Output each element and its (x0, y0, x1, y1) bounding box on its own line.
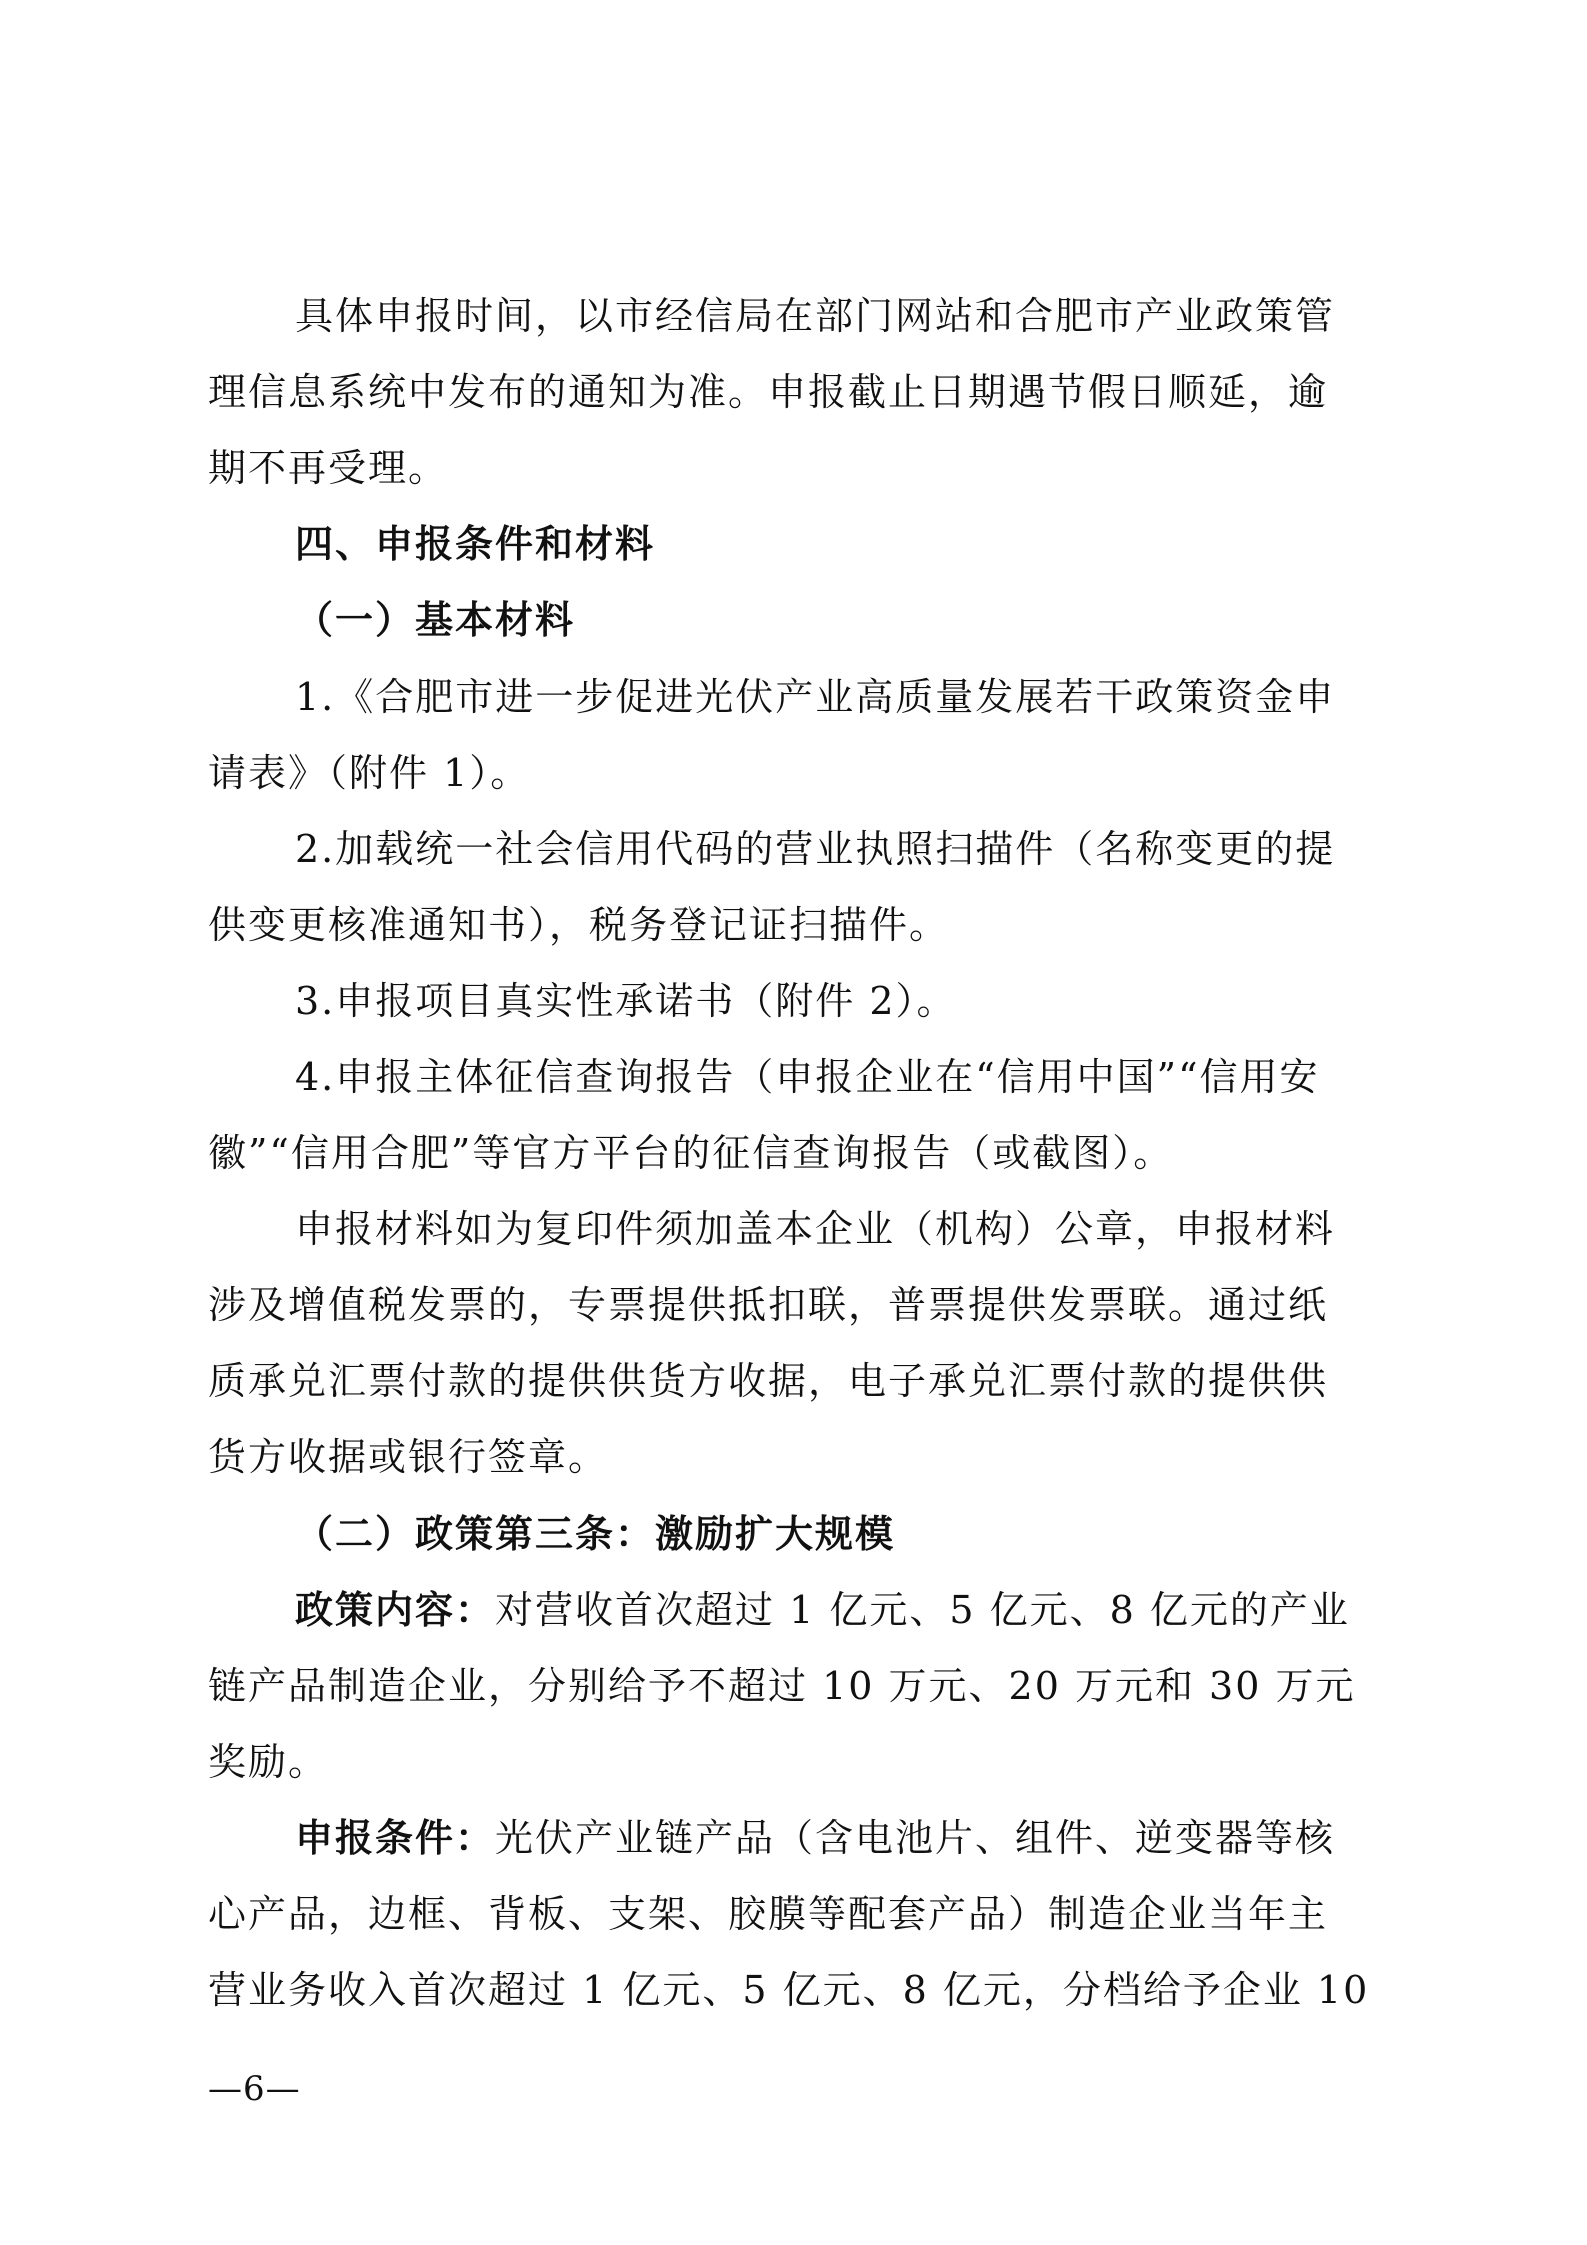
policy-content-text: 对营收首次超过 1 亿元、5 亿元、8 亿元的产业 (495, 1588, 1350, 1632)
paragraph-line: 请表》（附件 1）。 (208, 751, 531, 795)
application-conditions-text: 光伏产业链产品（含电池片、组件、逆变器等核 (495, 1816, 1336, 1860)
paragraph-line (295, 1815, 1336, 1860)
paragraph-line: 1.《合肥市进一步促进光伏产业高质量发展若干政策资金申 (295, 675, 1336, 719)
paragraph-line: 4.申报主体征信查询报告（申报企业在“信用中国”“信用安 (295, 1055, 1320, 1099)
paragraph-line: 3.申报项目真实性承诺书（附件 2）。 (295, 979, 957, 1023)
paragraph-line: 理信息系统中发布的通知为准。申报截止日期遇节假日顺延，逾 (208, 370, 1329, 414)
paragraph-line (295, 1587, 1350, 1632)
paragraph-line: 涉及增值税发票的，专票提供抵扣联，普票提供发票联。通过纸 (208, 1283, 1329, 1327)
paragraph-line: 供变更核准通知书），税务登记证扫描件。 (208, 903, 950, 947)
page-number: —6— (208, 2069, 301, 2109)
paragraph-line: 期不再受理。 (208, 446, 449, 490)
subsection-heading: （二）政策第三条：激励扩大规模 (295, 1511, 896, 1556)
application-conditions-label: 申报条件： (295, 1815, 496, 1860)
paragraph-line: 2.加载统一社会信用代码的营业执照扫描件（名称变更的提 (295, 827, 1336, 871)
policy-content-label: 政策内容： (295, 1587, 496, 1632)
paragraph-line: 心产品，边框、背板、支架、胶膜等配套产品）制造企业当年主 (208, 1892, 1329, 1936)
paragraph-line: 奖励。 (208, 1740, 329, 1784)
paragraph-line: 质承兑汇票付款的提供供货方收据，电子承兑汇票付款的提供供 (208, 1359, 1329, 1403)
paragraph-line: 具体申报时间，以市经信局在部门网站和合肥市产业政策管 (295, 294, 1336, 338)
paragraph-line: 货方收据或银行签章。 (208, 1435, 609, 1479)
section-heading: 四、申报条件和材料 (295, 521, 656, 566)
paragraph-line: 申报材料如为复印件须加盖本企业（机构）公章，申报材料 (295, 1207, 1336, 1251)
subsection-heading: （一）基本材料 (295, 597, 576, 642)
paragraph-line: 徽”“信用合肥”等官方平台的征信查询报告（或截图）。 (208, 1131, 1174, 1175)
paragraph-line: 链产品制造企业，分别给予不超过 10 万元、20 万元和 30 万元 (208, 1664, 1356, 1708)
paragraph-line: 营业务收入首次超过 1 亿元、5 亿元、8 亿元，分档给予企业 10 (208, 1968, 1370, 2012)
